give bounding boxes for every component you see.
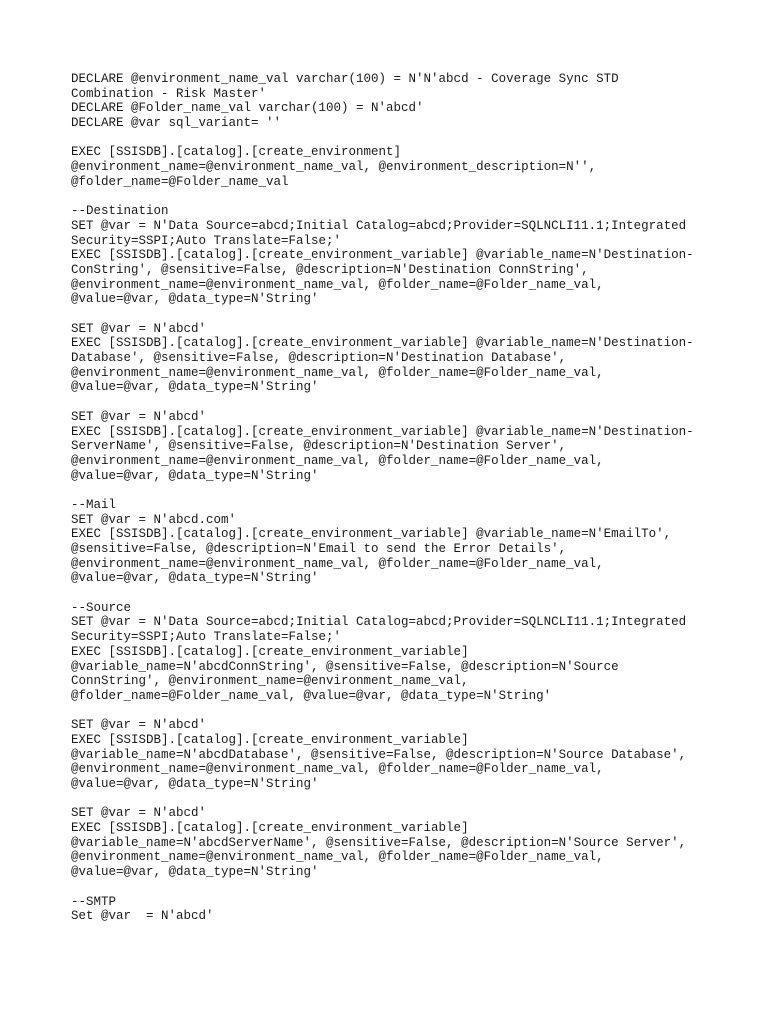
code-line: --Source (71, 600, 132, 615)
code-line: @environment_name=@environment_name_val, @folder_name=@Folder_name_val, (71, 277, 604, 292)
code-line: @value=@var, @data_type=N'String' (71, 292, 319, 307)
code-line: EXEC [SSISDB].[catalog].[create_environment_variable] @variable_name=N'Destination- (71, 424, 694, 439)
code-line: @folder_name=@Folder_name_val, @value=@var, @data_type=N'String' (71, 688, 552, 703)
code-line (71, 880, 711, 895)
code-line: --Destination (71, 204, 169, 219)
code-line: SET @var = N'abcd' (71, 718, 207, 733)
code-line (71, 190, 711, 205)
code-line: @variable_name=N'abcdConnString', @sensitive=False, @description=N'Source (71, 659, 619, 674)
code-line: @value=@var, @data_type=N'String' (71, 468, 319, 483)
code-line: DECLARE @environment_name_val varchar(100) = N'N'abcd - Coverage Sync STD (71, 72, 619, 86)
code-line: ServerName', @sensitive=False, @description=N'Destination Server', (71, 439, 567, 454)
code-line: ConString', @sensitive=False, @description=N'Destination ConnString', (71, 262, 589, 277)
code-line: @value=@var, @data_type=N'String' (71, 380, 319, 395)
code-line: @environment_name=@environment_name_val, @folder_name=@Folder_name_val, (71, 762, 604, 777)
code-line: Database', @sensitive=False, @description=N'Destination Database', (71, 351, 567, 366)
code-line: @environment_name=@environment_name_val, @folder_name=@Folder_name_val, (71, 365, 604, 380)
code-line: Combination - Risk Master' (71, 86, 267, 101)
code-line: SET @var = N'Data Source=abcd;Initial Catalog=abcd;Provider=SQLNCLI11.1;Integrated (71, 615, 687, 630)
code-line: DECLARE @var sql_variant= '' (71, 116, 282, 131)
code-line: SET @var = N'abcd' (71, 321, 207, 336)
code-line: @environment_name=@environment_name_val, @environment_description=N'', (71, 160, 597, 175)
code-line: --SMTP (71, 894, 117, 909)
code-line: @environment_name=@environment_name_val, @folder_name=@Folder_name_val, (71, 556, 604, 571)
code-line: EXEC [SSISDB].[catalog].[create_environment_variable] @variable_name=N'Destination- (71, 336, 694, 351)
code-line: @value=@var, @data_type=N'String' (71, 571, 319, 586)
code-line: DECLARE @Folder_name_val varchar(100) = N'abcd' (71, 101, 424, 116)
code-line: @variable_name=N'abcdServerName', @sensitive=False, @description=N'Source Server', (71, 835, 687, 850)
code-line (71, 586, 711, 601)
code-line (71, 395, 711, 410)
code-line: @variable_name=N'abcdDatabase', @sensitive=False, @description=N'Source Database', (71, 747, 687, 762)
code-line: @value=@var, @data_type=N'String' (71, 865, 319, 880)
code-line (71, 131, 711, 146)
sql-script-text (71, 72, 711, 924)
code-line: EXEC [SSISDB].[catalog].[create_environment] (71, 145, 402, 160)
code-line: @sensitive=False, @description=N'Email to send the Error Details', (71, 542, 567, 556)
code-line (71, 307, 711, 322)
code-line (71, 792, 711, 807)
code-line: --Mail (71, 497, 117, 512)
code-line (71, 704, 711, 719)
code-line: SET @var = N'Data Source=abcd;Initial Catalog=abcd;Provider=SQLNCLI11.1;Integrated (71, 218, 687, 233)
code-line: SET @var = N'abcd.com' (71, 512, 237, 527)
code-line: EXEC [SSISDB].[catalog].[create_environment_variable] @variable_name=N'Destination- (71, 248, 694, 263)
code-line: EXEC [SSISDB].[catalog].[create_environment_variable] @variable_name=N'EmailTo', (71, 527, 672, 542)
code-line: Security=SSPI;Auto Translate=False;' (71, 630, 342, 645)
code-line: @environment_name=@environment_name_val, @folder_name=@Folder_name_val, (71, 850, 604, 865)
code-line: SET @var = N'abcd' (71, 409, 207, 424)
code-line: SET @var = N'abcd' (71, 806, 207, 821)
code-line: ConnString', @environment_name=@environment_name_val, (71, 674, 469, 689)
code-line: @environment_name=@environment_name_val, @folder_name=@Folder_name_val, (71, 453, 604, 468)
code-line: Set @var = N'abcd' (71, 909, 214, 924)
code-line: EXEC [SSISDB].[catalog].[create_environment_variable] (71, 732, 469, 747)
code-line: @value=@var, @data_type=N'String' (71, 777, 319, 791)
code-line: @folder_name=@Folder_name_val (71, 174, 289, 189)
code-line (71, 483, 711, 498)
code-line: Security=SSPI;Auto Translate=False;' (71, 233, 342, 248)
code-line: EXEC [SSISDB].[catalog].[create_environment_variable] (71, 644, 469, 659)
code-line: EXEC [SSISDB].[catalog].[create_environment_variable] (71, 821, 469, 836)
